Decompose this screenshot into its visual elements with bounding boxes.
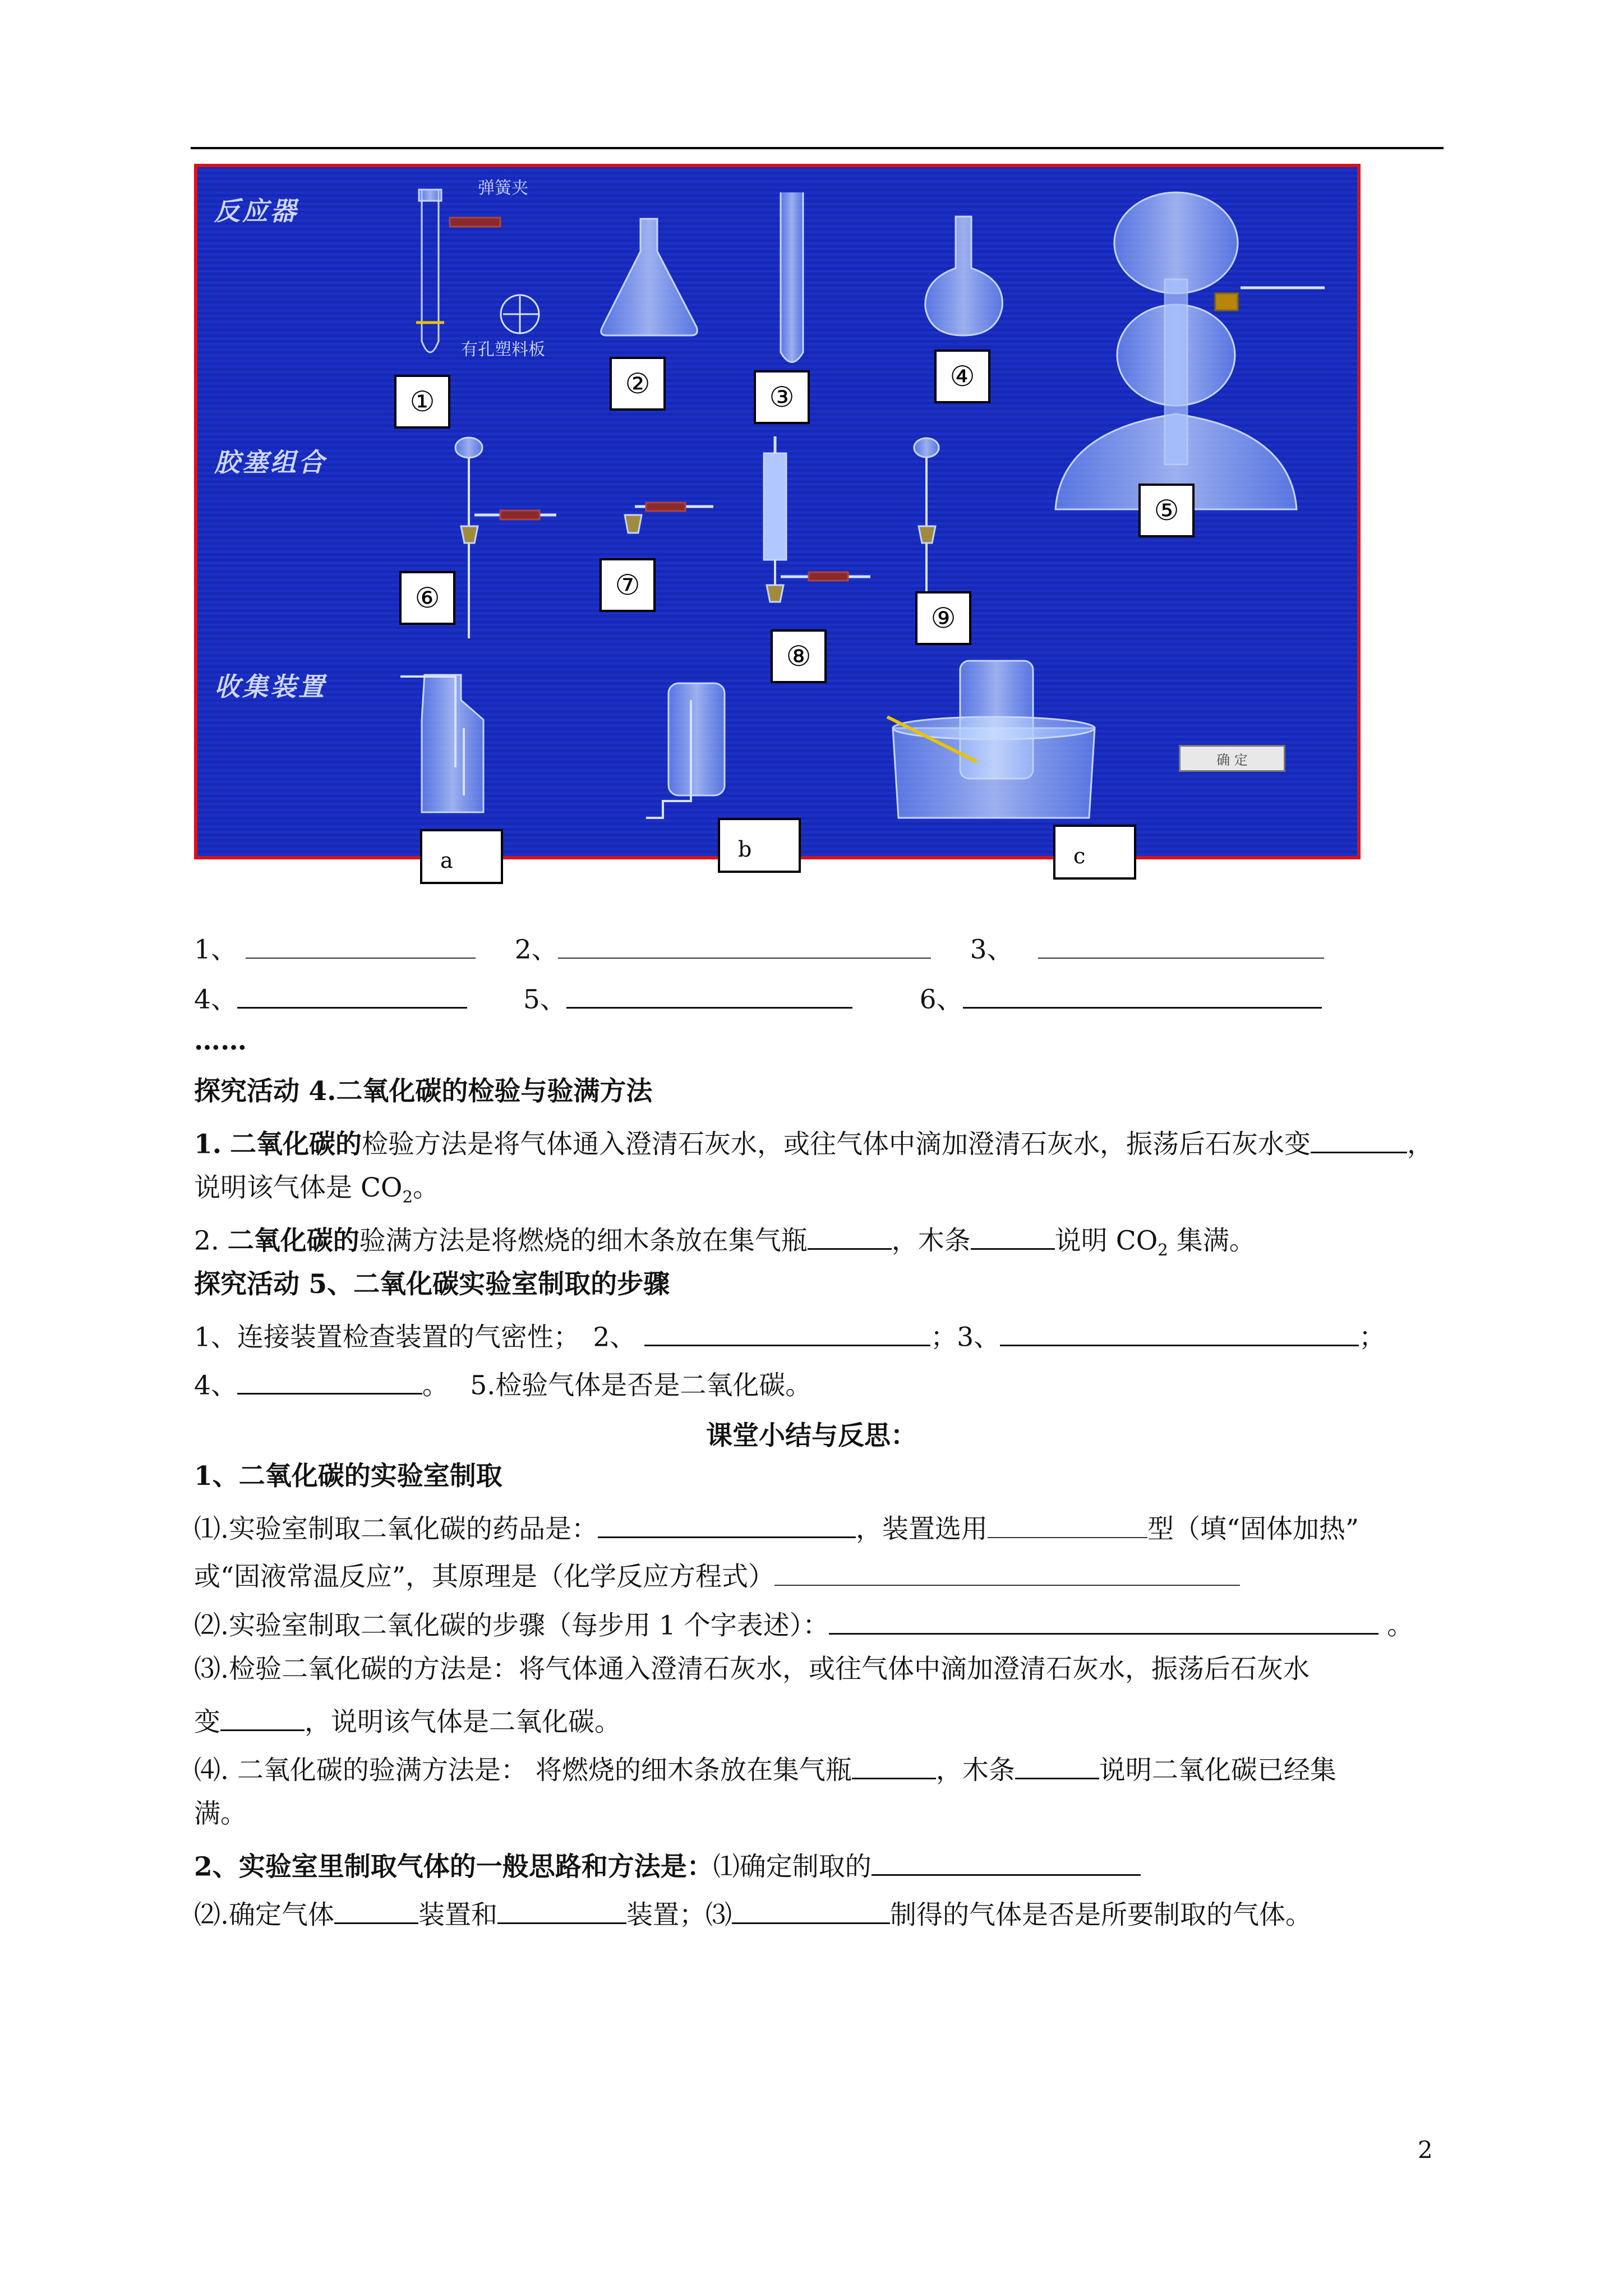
label-b: b	[718, 818, 801, 873]
label-7: ⑦	[600, 558, 656, 612]
blank-bottle-position[interactable]	[808, 1223, 892, 1250]
header-rule	[191, 147, 1444, 149]
blank-step-4[interactable]	[237, 1368, 422, 1395]
summary-s1-3: ⑶.检验二氧化碳的方法是：将气体通入澄清石灰水，或往气体中滴加澄清石灰水，振荡后石灰水	[194, 1654, 1310, 1685]
activity4-item2: 2. 二氧化碳的验满方法是将燃烧的细木条放在集气瓶 ，木条 说明 $CO_2$ 集满。	[194, 1223, 1256, 1258]
blank-stick-state[interactable]	[971, 1223, 1055, 1250]
summary-s2: 2、实验室里制取气体的一般思路和方法是：⑴确定制取的	[194, 1849, 1141, 1880]
activity5-line1: 1、连接装置检查装置的气密性； 2、 ；3、 ；	[194, 1319, 1385, 1351]
blank-verify[interactable]	[732, 1897, 890, 1924]
page-number: 2	[1418, 2136, 1433, 2164]
summary-s1-4: ⑷. 二氧化碳的验满方法是： 将燃烧的细木条放在集气瓶 ，木条 说明二氧化碳已经集	[194, 1752, 1336, 1784]
label-6: ⑥	[399, 571, 455, 625]
section-collection-label: 收集装置	[214, 671, 326, 702]
blank-2[interactable]	[558, 932, 931, 959]
blank-collection[interactable]	[497, 1897, 626, 1924]
summary-heading: 课堂小结与反思：	[706, 1420, 917, 1451]
label-a: a	[420, 829, 503, 884]
label-2: ②	[610, 357, 666, 411]
label-5: ⑤	[1138, 484, 1195, 537]
section-reactors-label: 反应器	[214, 196, 298, 226]
label-c: c	[1053, 825, 1136, 880]
blank-5[interactable]	[566, 982, 852, 1009]
section-stoppers-label: 胶塞组合	[214, 447, 326, 477]
summary-s1-1: ⑴.实验室制取二氧化碳的药品是： ，装置选用 型（填“固体加热”	[194, 1511, 1359, 1543]
ellipsis: ……	[194, 1025, 247, 1056]
summary-s1-title: 1、二氧化碳的实验室制取	[194, 1461, 502, 1492]
summary-s1-2: ⑵.实验室制取二氧化碳的步骤（每步用 1 个字表述）： 。	[194, 1608, 1413, 1639]
fill-row-2: 4、 5、 6、	[194, 982, 1322, 1013]
blank-generation[interactable]	[334, 1897, 418, 1924]
blank-3[interactable]	[1038, 932, 1324, 959]
porous-plate-label: 有孔塑料板	[461, 340, 545, 360]
summary-s2-line2: ⑵.确定气体 装置和 装置；⑶ 制得的气体是否是所要制取的气体。	[194, 1897, 1312, 1929]
blank-extinguish[interactable]	[1015, 1752, 1099, 1779]
label-3: ③	[754, 370, 810, 424]
label-4: ④	[934, 349, 990, 403]
confirm-button[interactable]: 确 定	[1179, 745, 1285, 772]
spring-clip-label: 弹簧夹	[478, 178, 528, 198]
activity5-title: 探究活动 5、二氧化碳实验室制取的步骤	[194, 1269, 670, 1300]
blank-step-2[interactable]	[644, 1319, 930, 1346]
blank-reagents[interactable]	[598, 1511, 856, 1538]
blank-apparatus-type[interactable]	[988, 1512, 1147, 1538]
summary-s1-3-line2: 变 ，说明该气体是二氧化碳。	[194, 1704, 621, 1736]
fill-row-1: 1、 2、 3、	[194, 932, 1324, 963]
activity4-item1: 1. 二氧化碳的检验方法是将气体通入澄清石灰水，或往气体中滴加澄清石灰水，振荡后石灰水变 ，	[194, 1126, 1433, 1158]
blank-steps[interactable]	[829, 1608, 1378, 1635]
summary-s1-4-line2: 满。	[194, 1798, 247, 1829]
blank-1[interactable]	[246, 932, 476, 959]
blank-step-3[interactable]	[1000, 1319, 1359, 1346]
blank-turns[interactable]	[220, 1704, 305, 1731]
blank-4[interactable]	[237, 982, 467, 1009]
label-9: ⑨	[915, 591, 971, 645]
label-1: ①	[394, 375, 450, 429]
summary-s1-1-line2: 或“固液常温反应”，其原理是（化学反应方程式）	[194, 1559, 1240, 1590]
activity5-line2: 4、 。 5.检验气体是否是二氧化碳。	[194, 1368, 811, 1399]
blank-equation[interactable]	[774, 1559, 1240, 1586]
activity4-item1-line2: 说明该气体是 $CO_2$。	[194, 1172, 439, 1207]
blank-principle[interactable]	[872, 1849, 1141, 1876]
activity4-title: 探究活动 4.二氧化碳的检验与验满方法	[194, 1076, 653, 1107]
blank-bottle-mouth[interactable]	[852, 1752, 936, 1779]
blank-6[interactable]	[963, 982, 1322, 1009]
label-8: ⑧	[771, 629, 827, 683]
blank-limewater-change[interactable]	[1311, 1126, 1407, 1153]
apparatus-figure	[194, 164, 1361, 873]
